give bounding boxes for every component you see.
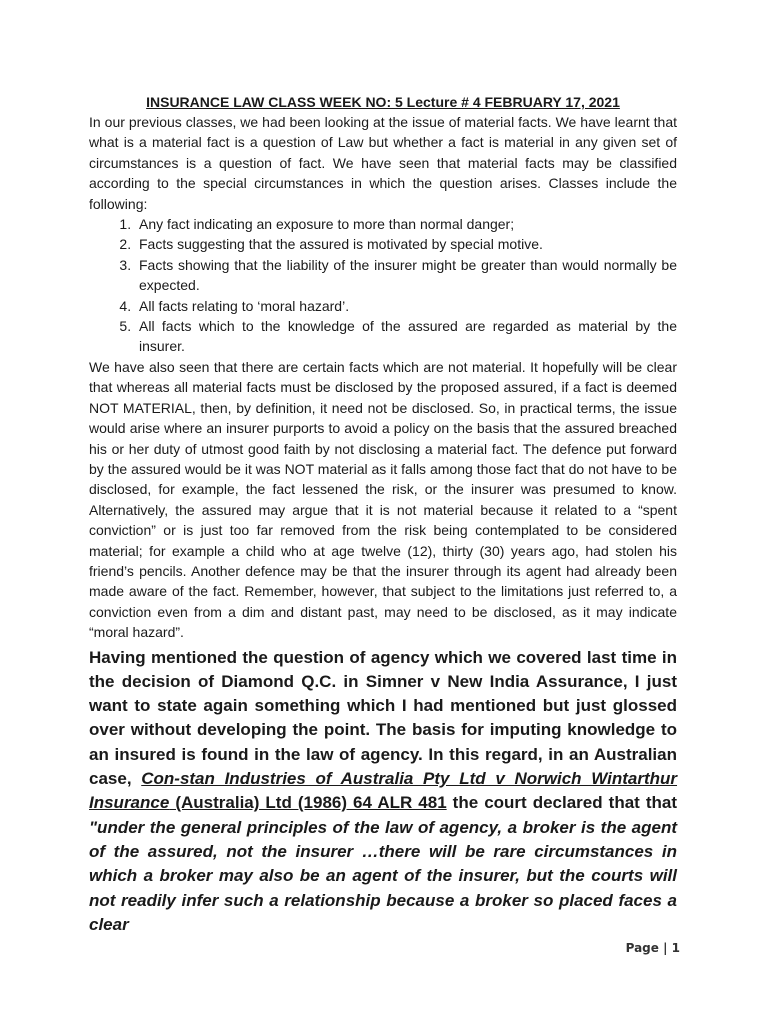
case-name: Con-stan Industries of Australia Pty Ltd v Norwich Wintarthur Insurance	[89, 769, 678, 813]
page-number: Page | 1	[625, 941, 680, 955]
document-title: INSURANCE LAW CLASS WEEK NO: 5 Lecture # 4 FEBRUARY 17, 2021	[146, 94, 620, 110]
document-page	[89, 92, 677, 937]
list-item: 1. Any fact indicating an exposure to more than normal danger;	[135, 214, 677, 234]
agency-intro-text: Having mentioned the question of agency which we covered last time in the decision of Diamond Q.C. in Simner v New India Assurance, I just want to state again something which I had mentioned but just glossed over without developing the point. The basis for imputing knowledge to an insured is found in the law of agency. In this regard, in an Australian case,	[89, 647, 677, 789]
material-facts-list	[89, 214, 677, 357]
after-case-text: the court declared that that	[446, 793, 677, 813]
list-item: 3. Facts showing that the liability of the insurer might be greater than would normally be expected.	[135, 255, 677, 296]
list-item: 4. All facts relating to ‘moral hazard’.	[135, 296, 677, 316]
list-item: 5. All facts which to the knowledge of the assured are regarded as material by the insurer.	[135, 316, 677, 357]
agency-paragraph	[89, 646, 677, 938]
list-item: 2. Facts suggesting that the assured is motivated by special motive.	[135, 234, 677, 254]
intro-paragraph: In our previous classes, we had been looking at the issue of material facts. We have learnt that what is a material fact is a question of Law but whether a fact is material in any given set of circumstances is a question of fact. We have seen that material facts may be classified according to the special circumstances in which the question arises. Classes include the following:	[89, 114, 677, 212]
footer-rule	[89, 936, 680, 937]
body-paragraph: We have also seen that there are certain facts which are not material. It hopefully will be clear that whereas all material facts must be disclosed by the proposed assured, if a fact is deemed NOT MATERIAL, then, by definition, it need not be disclosed. So, in practical terms, the issue would arise where an insurer purports to avoid a policy on the basis that the assured breached his or her duty of utmost good faith by not disclosing a material fact. The defence put forward by the assured would be it was NOT material as it falls among those fact that do not have to be disclosed, for example, the fact lessened the risk, or the insurer was presumed to know. Alternatively, the assured may argue that it is not material because it related to a “spent conviction” or is just too far removed from the risk being contemplated to be considered material; for example a child who at age twelve (12), thirty (30) years ago, had stolen his friend’s pencils. Another defence may be that the insurer through its agent had already been made aware of the fact. Remember, however, that subject to the limitations just referred to, a conviction even from a dim and distant past, may need to be disclosed, as it may indicate “moral hazard”.	[89, 358, 677, 641]
case-citation: (Australia) Ltd (1986) 64 ALR 481	[169, 793, 447, 813]
court-quote: "under the general principles of the law of agency, a broker is the agent of the assured, not the insurer …there will be rare circumstances in which a broker may also be an agent of the insurer, but the courts will not readily infer such a relationship because a broker so placed faces a clear	[89, 817, 677, 934]
